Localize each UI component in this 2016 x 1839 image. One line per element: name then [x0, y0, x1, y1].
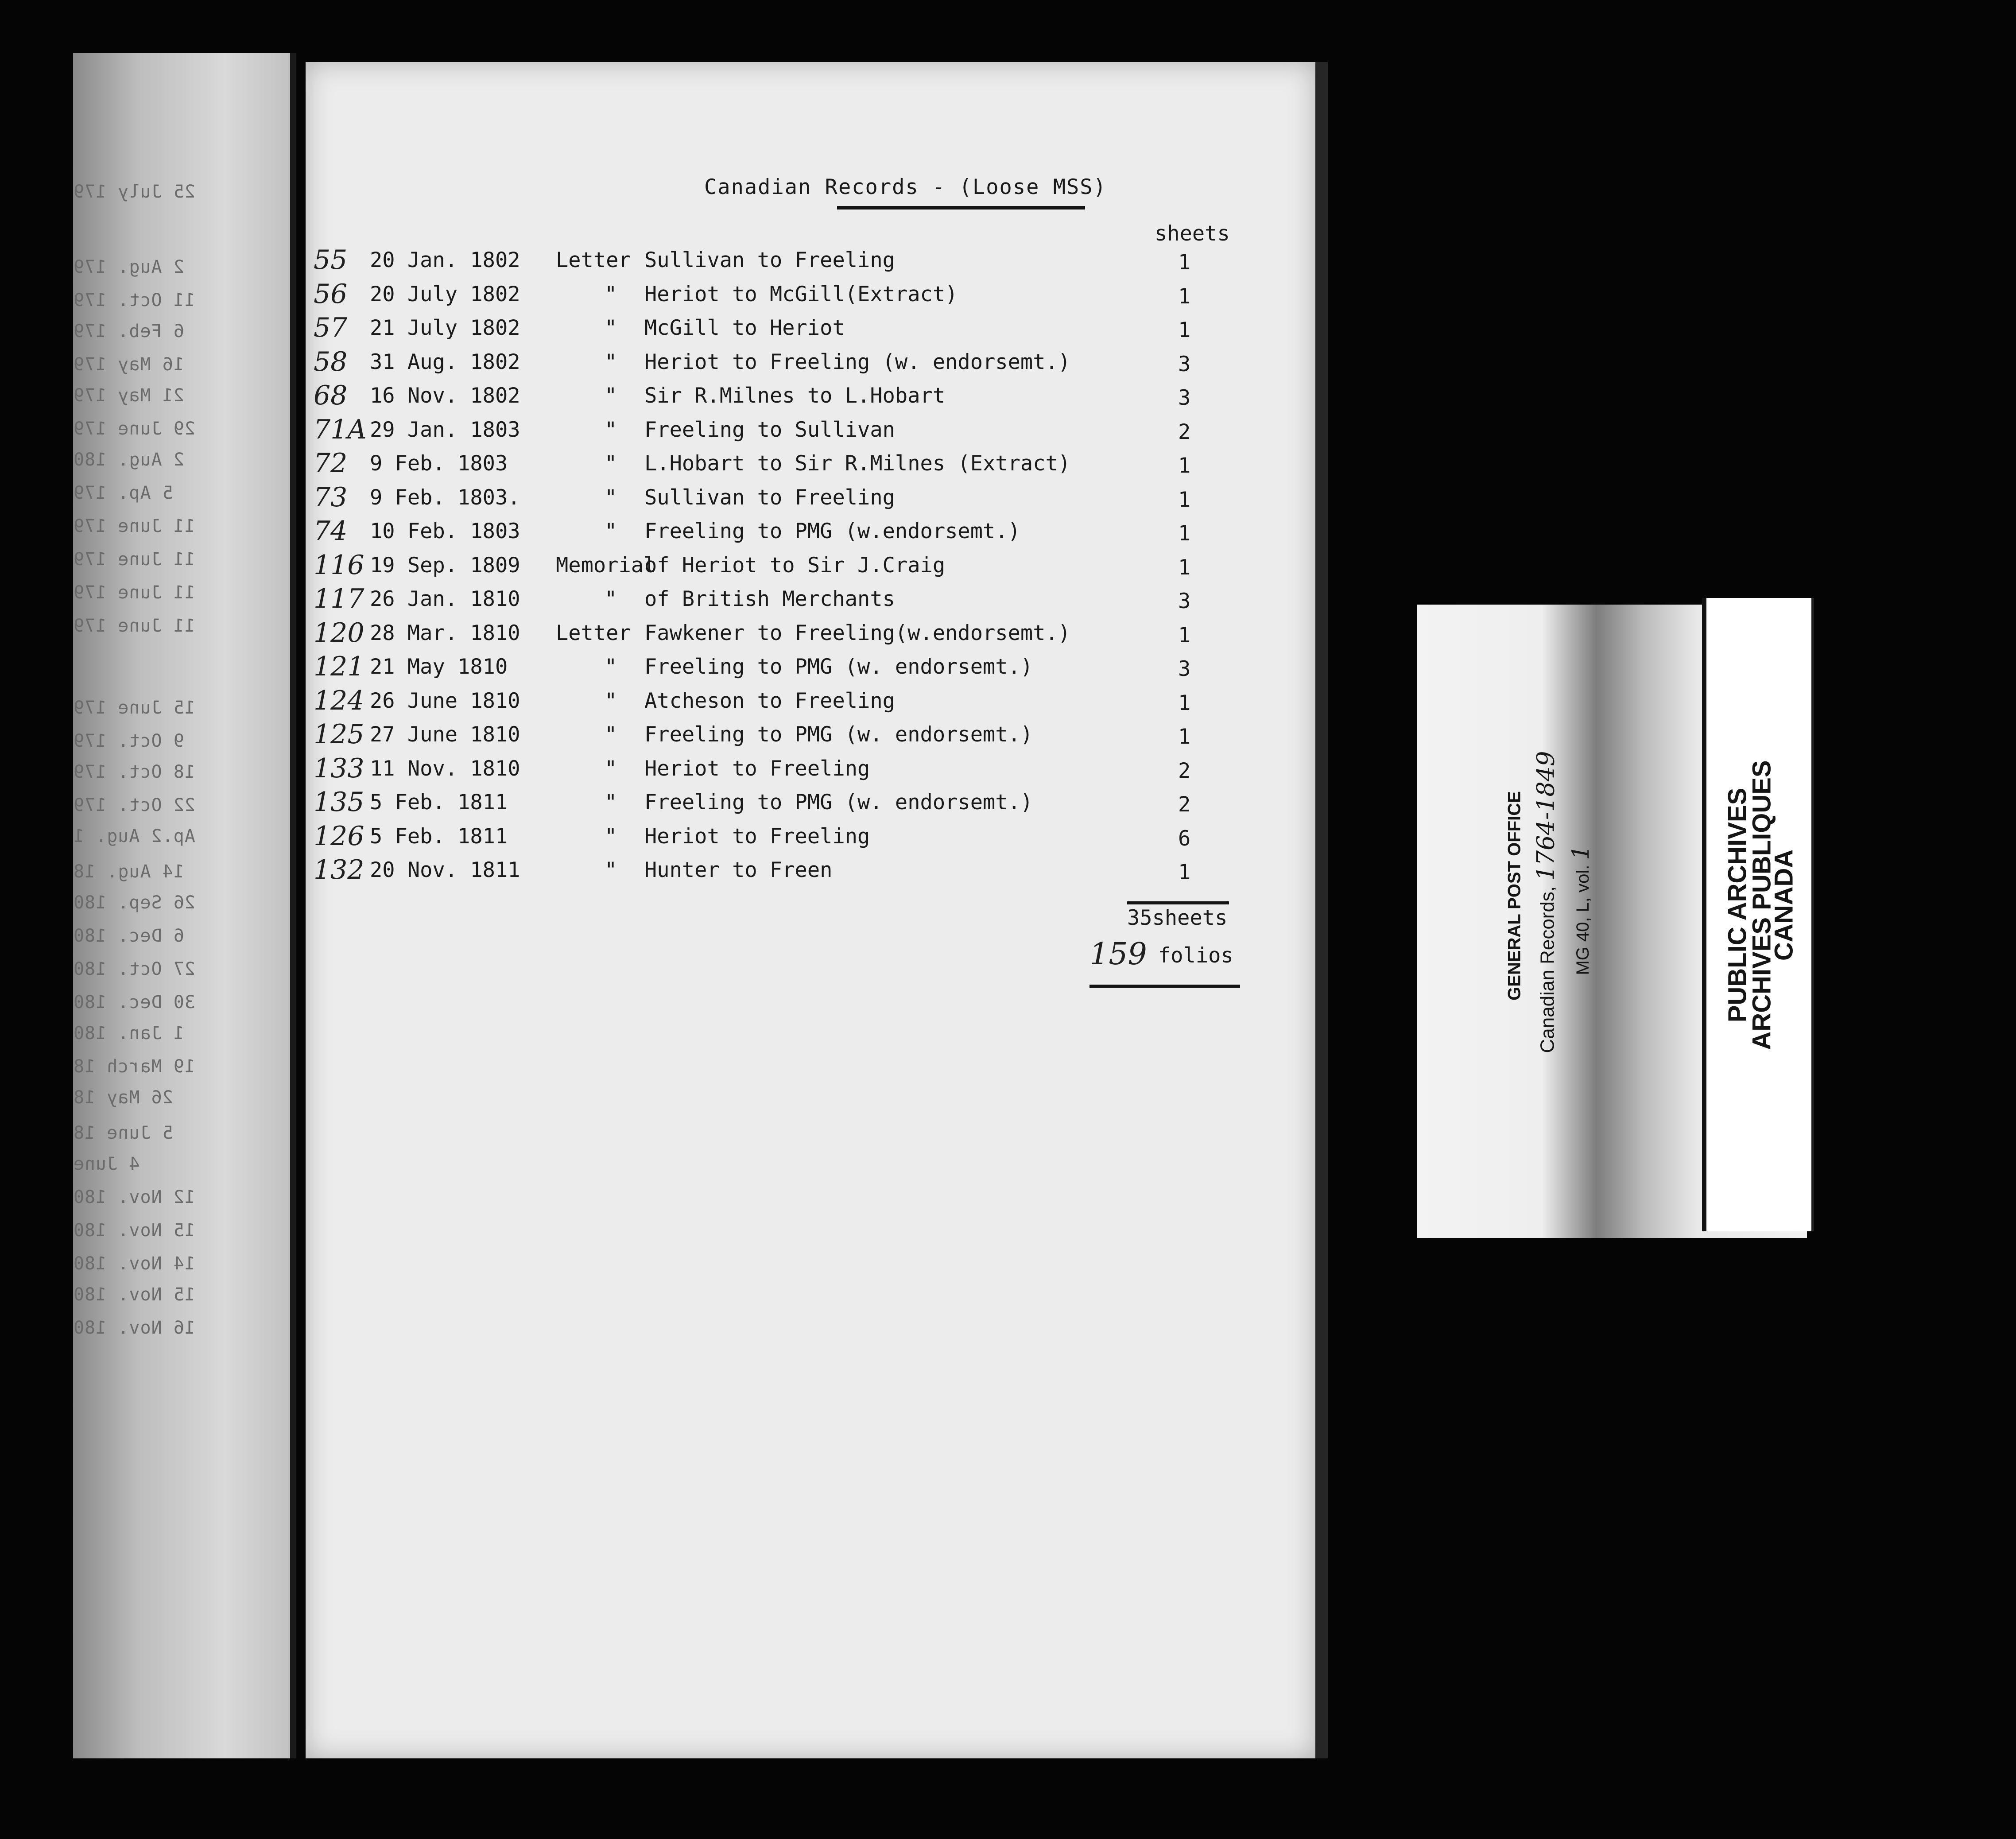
folio-number: 126 — [314, 820, 364, 852]
folio-number: 125 — [314, 719, 364, 750]
entry-kind: Letter — [556, 248, 631, 272]
entry-date: 21 July 1802 — [370, 316, 520, 340]
entry-row — [306, 787, 1315, 822]
entry-row — [306, 753, 1315, 788]
entry-description: Heriot to McGill(Extract) — [644, 282, 958, 306]
left-page-entry: 29 June 179 — [73, 419, 195, 439]
entry-row — [306, 719, 1315, 754]
entry-description: L.Hobart to Sir R.Milnes (Extract) — [644, 451, 1071, 476]
entry-description: Freeling to Sullivan — [644, 417, 895, 442]
ditto-mark: " — [605, 858, 617, 882]
entry-date: 10 Feb. 1803 — [370, 519, 520, 543]
records-years: 1764-1849 — [1531, 751, 1560, 881]
entry-date: 28 Mar. 1810 — [370, 621, 520, 645]
entry-description: Atcheson to Freeling — [644, 688, 895, 713]
entry-row — [306, 617, 1315, 653]
entry-row — [306, 516, 1315, 551]
entry-description: of Heriot to Sir J.Craig — [644, 553, 946, 578]
records-title-text: Canadian Records, — [1536, 886, 1559, 1053]
archive-name-fr: ARCHIVES PUBLIQUES — [1747, 760, 1776, 1050]
ditto-mark: " — [605, 349, 617, 374]
entry-date: 27 June 1810 — [370, 722, 520, 747]
entry-description: Heriot to Freeling — [644, 756, 870, 781]
folio-number: 124 — [314, 685, 364, 716]
folio-number: 58 — [314, 346, 348, 377]
left-page-entry: 16 May 179 — [73, 354, 184, 375]
folio-number: 55 — [314, 244, 348, 275]
sheet-count: 2 — [1178, 419, 1191, 444]
entry-kind: Memorial — [556, 553, 656, 578]
left-page-entry: 22 Oct. 179 — [73, 795, 195, 815]
sheet-count: 3 — [1178, 352, 1191, 376]
left-page-entry: 4 June — [73, 1154, 140, 1174]
sheet-count: 1 — [1178, 318, 1191, 342]
entry-row — [306, 685, 1315, 721]
sheet-count: 1 — [1178, 555, 1191, 580]
left-page-entry: 11 June 179 — [73, 516, 195, 536]
left-page-entry: 2 Aug. 180 — [73, 450, 184, 470]
entry-description: Freeling to PMG (w.endorsemt.) — [644, 519, 1020, 543]
entry-date: 5 Feb. 1811 — [370, 824, 508, 849]
reference-label — [1568, 733, 1594, 1087]
entry-row — [306, 854, 1315, 890]
folio-number: 72 — [314, 448, 348, 479]
left-page-entry: 15 Nov. 180 — [73, 1220, 195, 1241]
entry-date: 5 Feb. 1811 — [370, 790, 508, 815]
entry-date: 20 Nov. 1811 — [370, 858, 520, 882]
folio-number: 56 — [314, 278, 348, 310]
total-folios-label: folios — [1158, 943, 1233, 968]
folio-number: 71A — [314, 414, 367, 445]
document-page — [306, 62, 1328, 1758]
heading-underline — [837, 206, 1085, 210]
folio-number: 120 — [314, 617, 364, 648]
entry-row — [306, 583, 1315, 619]
ditto-mark: " — [605, 824, 617, 849]
folio-number: 68 — [314, 380, 348, 411]
department-label: GENERAL POST OFFICE — [1504, 791, 1524, 1001]
records-title — [1532, 725, 1560, 1079]
entry-description: Heriot to Freeling — [644, 824, 870, 849]
folio-number: 116 — [314, 549, 364, 581]
entry-date: 20 July 1802 — [370, 282, 520, 306]
sheet-count: 3 — [1178, 657, 1191, 681]
ditto-mark: " — [605, 655, 617, 679]
sheet-count: 2 — [1178, 758, 1191, 783]
document-heading: Canadian Records - (Loose MSS) — [704, 175, 1107, 199]
folio-number: 133 — [314, 753, 364, 784]
left-page-entry: 6 Dec. 180 — [73, 926, 184, 946]
entry-description: McGill to Heriot — [644, 316, 845, 340]
left-page-entry: 11 June 179 — [73, 549, 195, 570]
left-page-entry: 15 June 179 — [73, 698, 195, 718]
entry-row — [306, 244, 1315, 280]
left-page-entry: 26 May 18 — [73, 1087, 173, 1108]
archive-strip — [1702, 598, 1814, 1231]
sheet-count: 1 — [1178, 860, 1191, 885]
ditto-mark: " — [605, 451, 617, 476]
entry-date: 26 June 1810 — [370, 688, 520, 713]
sheet-count: 1 — [1178, 250, 1191, 275]
folio-number: 73 — [314, 481, 348, 513]
ditto-mark: " — [605, 417, 617, 442]
total-folios-number: 159 — [1089, 937, 1147, 972]
ditto-mark: " — [605, 587, 617, 611]
entry-row — [306, 481, 1315, 517]
sheets-column-header: sheets — [1155, 221, 1230, 246]
sheet-count: 1 — [1178, 454, 1191, 478]
left-page-entry: 6 Feb. 179 — [73, 321, 184, 341]
left-page-entry: 14 Nov. 180 — [73, 1253, 195, 1274]
ditto-mark: " — [605, 722, 617, 747]
entry-description: Sir R.Milnes to L.Hobart — [644, 384, 946, 408]
sheet-count: 1 — [1178, 623, 1191, 648]
folio-number: 57 — [314, 312, 348, 343]
ditto-mark: " — [605, 282, 617, 306]
entry-row — [306, 346, 1315, 382]
left-page-entry: 18 Oct. 179 — [73, 762, 195, 782]
sheet-count: 3 — [1178, 386, 1191, 410]
left-page-entry: 27 Oct. 180 — [73, 959, 195, 979]
left-page-entry: 21 May 179 — [73, 385, 184, 406]
entry-row — [306, 380, 1315, 415]
folio-number: 117 — [314, 583, 364, 614]
entry-row — [306, 820, 1315, 856]
sheet-count: 1 — [1178, 487, 1191, 512]
entry-row — [306, 651, 1315, 687]
left-page-entry: 26 Sep. 180 — [73, 892, 195, 913]
entry-date: 9 Feb. 1803. — [370, 485, 520, 510]
ditto-mark: " — [605, 790, 617, 815]
archive-country: CANADA — [1769, 849, 1799, 961]
entry-description: Hunter to Freen — [644, 858, 833, 882]
sheet-count: 1 — [1178, 284, 1191, 309]
sheet-count: 2 — [1178, 792, 1191, 817]
sheet-count: 1 — [1178, 725, 1191, 749]
ditto-mark: " — [605, 688, 617, 713]
entry-description: Freeling to PMG (w. endorsemt.) — [644, 790, 1033, 815]
entry-date: 20 Jan. 1802 — [370, 248, 520, 272]
entry-row — [306, 448, 1315, 483]
left-page-entry: 11 Oct. 179 — [73, 290, 195, 310]
left-page-entry: 16 Nov. 180 — [73, 1318, 195, 1338]
entry-date: 11 Nov. 1810 — [370, 756, 520, 781]
sheet-count: 1 — [1178, 521, 1191, 546]
entry-kind: Letter — [556, 621, 631, 645]
sheet-count: 6 — [1178, 826, 1191, 851]
entry-description: Fawkener to Freeling(w.endorsemt.) — [644, 621, 1071, 645]
left-page-entry: 25 July 179 — [73, 182, 195, 202]
left-page-entry: Ap.2 Aug. 1 — [73, 826, 195, 846]
entry-description: Heriot to Freeling (w. endorsemt.) — [644, 349, 1071, 374]
total-bottom-rule — [1089, 985, 1240, 988]
ditto-mark: " — [605, 384, 617, 408]
folio-number: 74 — [314, 516, 348, 547]
ditto-mark: " — [605, 316, 617, 340]
sheet-count: 3 — [1178, 589, 1191, 613]
entry-date: 26 Jan. 1810 — [370, 587, 520, 611]
left-page-entry: 15 Nov. 180 — [73, 1284, 195, 1305]
entry-date: 21 May 1810 — [370, 655, 508, 679]
left-page-entry: 5 June 18 — [73, 1123, 173, 1143]
left-page — [73, 53, 296, 1758]
reference-text: MG 40, L, vol. — [1573, 865, 1593, 975]
volume-number: 1 — [1568, 845, 1594, 860]
ditto-mark: " — [605, 519, 617, 543]
entry-description: Sullivan to Freeling — [644, 248, 895, 272]
folio-number: 135 — [314, 787, 364, 818]
total-sheets: 35sheets — [1127, 906, 1228, 930]
left-page-entry: 19 March 18 — [73, 1056, 195, 1077]
entry-description: of British Merchants — [644, 587, 895, 611]
entry-description: Sullivan to Freeling — [644, 485, 895, 510]
entry-date: 31 Aug. 1802 — [370, 349, 520, 374]
ditto-mark: " — [605, 485, 617, 510]
entry-row — [306, 414, 1315, 450]
entry-date: 19 Sep. 1809 — [370, 553, 520, 578]
folio-number: 132 — [314, 854, 364, 885]
folio-number: 121 — [314, 651, 364, 682]
entry-row — [306, 549, 1315, 585]
sheet-count: 1 — [1178, 691, 1191, 715]
entry-row — [306, 312, 1315, 348]
entry-row — [306, 278, 1315, 314]
left-page-entry: 11 June 179 — [73, 616, 195, 636]
archive-name-en: PUBLIC ARCHIVES — [1723, 788, 1752, 1023]
left-page-entry: 1 Jan. 180 — [73, 1023, 184, 1044]
left-page-entry: 2 Aug. 179 — [73, 257, 184, 277]
left-page-entry: 14 Aug. 18 — [73, 861, 184, 882]
entry-description: Freeling to PMG (w. endorsemt.) — [644, 655, 1033, 679]
left-page-entry: 12 Nov. 180 — [73, 1187, 195, 1207]
left-page-entry: 30 Dec. 180 — [73, 992, 195, 1013]
entry-date: 9 Feb. 1803 — [370, 451, 508, 476]
left-page-entry: 11 June 179 — [73, 582, 195, 603]
ditto-mark: " — [605, 756, 617, 781]
left-page-entry: 5 Ap. 179 — [73, 483, 173, 503]
total-top-rule — [1127, 901, 1229, 904]
left-page-entry: 9 Oct. 179 — [73, 731, 184, 751]
entry-description: Freeling to PMG (w. endorsemt.) — [644, 722, 1033, 747]
entry-date: 16 Nov. 1802 — [370, 384, 520, 408]
entry-date: 29 Jan. 1803 — [370, 417, 520, 442]
